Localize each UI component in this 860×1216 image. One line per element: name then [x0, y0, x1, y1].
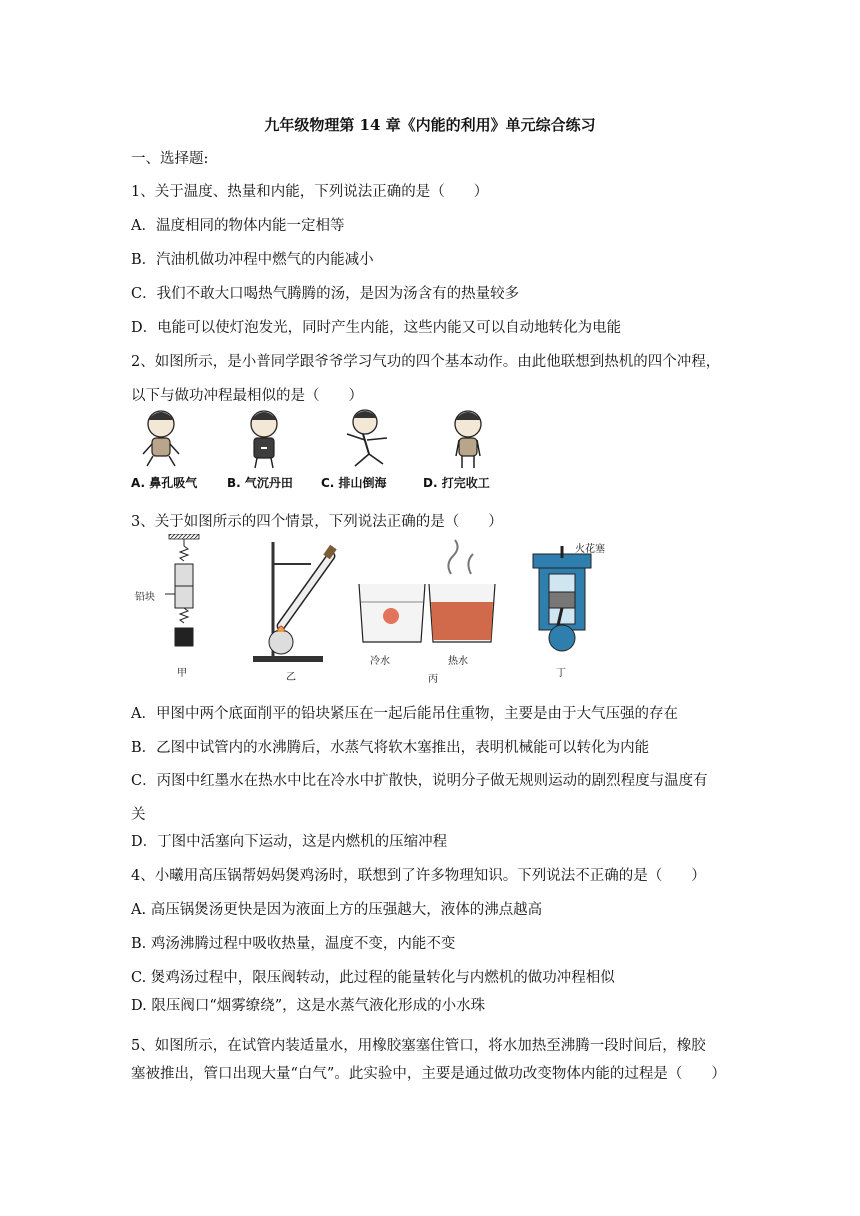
label-lead: 铅块 [135, 592, 155, 603]
qigong-figure [131, 408, 511, 498]
engine-diagram [533, 546, 591, 651]
q5-stem-line1: 5、如图所示，在试管内装适量水，用橡胶塞塞住管口，将水加热至沸腾一段时间后，橡胶 [131, 1038, 706, 1054]
q5-stem-line2: 塞被推出，管口出现大量“白气”。此实验中，主要是通过做功改变物体内能的过程是（ ） [131, 1066, 726, 1082]
q3-option-c-line2: 关 [131, 807, 146, 823]
q4-option-c: C. 煲鸡汤过程中，限压阀转动，此过程的能量转化与内燃机的做功冲程相似 [131, 970, 615, 986]
label-ding: 丁 [556, 668, 566, 679]
q3-option-d: D．丁图中活塞向下运动，这是内燃机的压缩冲程 [131, 834, 448, 850]
qigong-pose-c [347, 410, 387, 466]
label-spark: 火花塞 [575, 544, 605, 555]
q1-stem: 1、关于温度、热量和内能，下列说法正确的是（ ） [131, 184, 489, 200]
caption-c: C. 排山倒海 [321, 476, 387, 490]
qigong-illustrations [131, 408, 511, 472]
section-heading: 一、选择题: [131, 151, 209, 167]
qigong-pose-d [455, 411, 481, 468]
q3-option-a: A．甲图中两个底面削平的铅块紧压在一起后能吊住重物，主要是由于大气压强的存在 [131, 706, 678, 722]
qigong-pose-a [143, 411, 179, 466]
label-bing: 丙 [428, 674, 438, 685]
q4-option-a: A. 高压锅煲汤更快是因为液面上方的压强越大，液体的沸点越高 [131, 902, 543, 918]
label-hot: 热水 [448, 656, 468, 667]
caption-b: B. 气沉丹田 [227, 476, 293, 490]
q1-option-b: B．汽油机做功冲程中燃气的内能减小 [131, 252, 374, 268]
caption-a: A. 鼻孔吸气 [131, 476, 198, 490]
q3-option-b: B．乙图中试管内的水沸腾后，水蒸气将软木塞推出，表明机械能可以转化为内能 [131, 740, 650, 756]
q4-option-b: B. 鸡汤沸腾过程中吸收热量，温度不变，内能不变 [131, 936, 456, 952]
q2-stem-line2: 以下与做功冲程最相似的是（ ） [131, 388, 363, 404]
page-title: 九年级物理第 14 章《内能的利用》单元综合练习 [264, 116, 596, 134]
q3-option-c-line1: C．丙图中红墨水在热水中比在冷水中扩散快，说明分子做无规则运动的剧烈程度与温度有 [131, 773, 708, 789]
q1-option-d: D．电能可以使灯泡发光，同时产生内能，这些内能又可以自动地转化为电能 [131, 320, 622, 336]
test-tube-stand-diagram [253, 542, 337, 662]
q4-option-d: D. 限压阀口“烟雾缭绕”，这是水蒸气液化形成的小水珠 [131, 998, 486, 1014]
q2-stem-line1: 2、如图所示，是小普同学跟爷爷学习气功的四个基本动作。由此他联想到热机的四个冲程， [131, 354, 721, 370]
label-yi: 乙 [286, 672, 296, 683]
beakers-diagram [359, 540, 495, 642]
label-cold: 冷水 [370, 656, 390, 667]
label-jia: 甲 [177, 668, 187, 679]
q4-stem: 4、小曦用高压锅帮妈妈煲鸡汤时，联想到了许多物理知识。下列说法不正确的是（ ） [131, 868, 706, 884]
q1-option-a: A．温度相同的物体内能一定相等 [131, 218, 345, 234]
q3-figures [131, 534, 631, 684]
caption-d: D. 打完收工 [423, 476, 490, 490]
q3-stem: 3、关于如图所示的四个情景，下列说法正确的是（ ） [131, 514, 503, 530]
qigong-pose-b [251, 411, 277, 468]
q1-option-c: C．我们不敢大口喝热气腾腾的汤，是因为汤含有的热量较多 [131, 286, 520, 302]
lead-blocks-diagram [165, 534, 199, 646]
